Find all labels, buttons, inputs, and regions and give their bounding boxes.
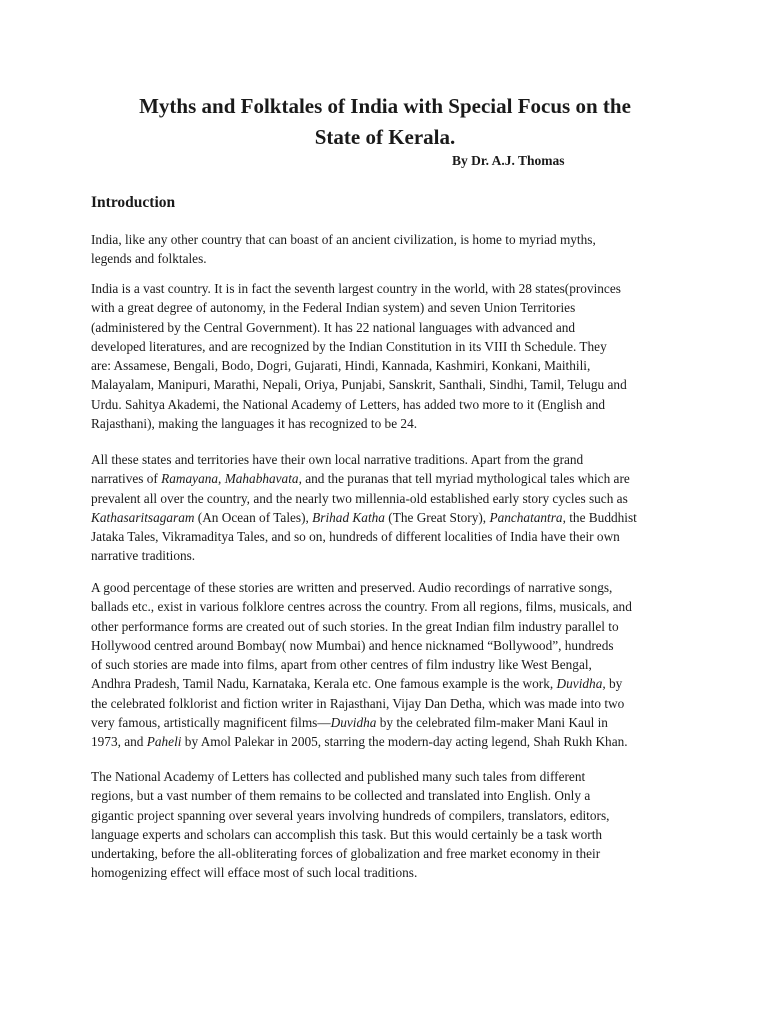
italic-title: Duvidha, xyxy=(556,676,606,692)
text-run: by Amol Palekar in 2005, starring the modern-day acting legend, Shah Rukh Khan. xyxy=(181,734,628,750)
paragraph-line: developed literatures, and are recognized by the Indian Constitution in its VIII th Schedule. They xyxy=(91,338,607,354)
paragraph-line: undertaking, before the all-obliterating forces of globalization and free market economy in their xyxy=(91,846,601,862)
paragraph-line: Malayalam, Manipuri, Marathi, Nepali, Oriya, Punjabi, Sanskrit, Santhali, Sindhi, Tamil, Telugu and xyxy=(91,377,627,393)
paragraph-line xyxy=(91,508,637,527)
paragraph-line: prevalent all over the country, and the nearly two millennia-old established early story cycles such as xyxy=(91,490,628,506)
text-run: , xyxy=(218,471,225,487)
paragraph-line: other performance forms are created out of such stories. In the great Indian film industry parallel to xyxy=(91,618,619,634)
document-title xyxy=(60,91,710,153)
paragraph-line: legends and folktales. xyxy=(91,251,207,267)
paragraph-line: language experts and scholars can accomplish this task. But this would certainly be a task worth xyxy=(91,826,603,842)
section-heading: Introduction xyxy=(91,194,176,211)
paragraph-line: are: Assamese, Bengali, Bodo, Dogri, Gujarati, Hindi, Kannada, Kashmiri, Konkani, Maithili, xyxy=(91,358,591,374)
author-byline: By Dr. A.J. Thomas xyxy=(452,153,565,168)
paragraph-line: of such stories are made into films, apart from other centres of film industry like West Bengal, xyxy=(91,657,592,673)
paragraph-line xyxy=(91,469,637,488)
paragraph-line: All these states and territories have their own local narrative traditions. Apart from the grand xyxy=(91,452,584,467)
paragraph-line xyxy=(91,732,632,751)
paragraph-line: Hollywood centred around Bombay( now Mumbai) and hence nicknamed “Bollywood”, hundreds xyxy=(91,637,614,653)
text-run: , and the puranas that tell myriad mythological tales which are xyxy=(298,471,630,487)
italic-title: Duvidha xyxy=(330,715,377,731)
italic-title: Mahabhavata xyxy=(224,471,299,487)
paragraph-line: Urdu. Sahitya Akademi, the National Academy of Letters, has added two more to it (English and xyxy=(91,396,606,412)
paragraph-line xyxy=(91,674,632,693)
title-line-1: Myths and Folktales of India with Special Focus on the xyxy=(139,94,631,118)
paragraph-line: A good percentage of these stories are written and preserved. Audio recordings of narrative songs, xyxy=(91,580,613,595)
italic-title: Paheli xyxy=(146,734,182,750)
text-run: (An Ocean of Tales), xyxy=(194,509,313,525)
paragraph-line: Rajasthani), making the languages it has recognized to be 24. xyxy=(91,416,418,432)
paragraph-line: India, like any other country that can boast of an ancient civilization, is home to myriad myths, xyxy=(91,232,596,247)
paragraph-4 xyxy=(91,578,632,752)
text-run: by xyxy=(605,676,623,692)
paragraph-line: ballads etc., exist in various folklore centres across the country. From all regions, films, musicals, and xyxy=(91,599,632,615)
text-run: by the celebrated film-maker Mani Kaul in xyxy=(376,715,608,731)
paragraph-line: India is a vast country. It is in fact the seventh largest country in the world, with 28 states(provinces xyxy=(91,281,621,296)
paragraph-line xyxy=(91,713,632,732)
text-run: (The Great Story), xyxy=(384,509,490,525)
paragraph-5 xyxy=(91,767,609,883)
paragraph-2 xyxy=(91,279,627,433)
paragraph-line: gigantic project spanning over several years involving hundreds of compilers, translators, editors, xyxy=(91,807,610,823)
paragraph-3 xyxy=(91,450,637,566)
title-line-2: State of Kerala. xyxy=(314,125,456,149)
paragraph-line: regions, but a vast number of them remains to be collected and translated into English. Only a xyxy=(91,788,591,804)
paragraph-line: the celebrated folklorist and fiction writer in Rajasthani, Vijay Dan Detha, which was made into two xyxy=(91,695,625,711)
paragraph-line: The National Academy of Letters has collected and published many such tales from different xyxy=(91,769,586,784)
italic-title: Panchatantra xyxy=(489,509,563,525)
italic-title: Brihad Katha xyxy=(312,509,385,525)
italic-title: Kathasaritsagaram xyxy=(91,509,195,525)
paragraph-line: Jataka Tales, Vikramaditya Tales, and so on, hundreds of different localities of India have their own xyxy=(91,529,620,545)
text-run: narratives of xyxy=(91,471,162,487)
paragraph-1 xyxy=(91,230,596,269)
text-run: 1973, and xyxy=(91,734,147,750)
paragraph-line: (administered by the Central Government). It has 22 national languages with advanced and xyxy=(91,319,576,335)
paragraph-line: narrative traditions. xyxy=(91,548,196,564)
text-run: very famous, artistically magnificent films— xyxy=(91,715,331,731)
paragraph-line: with a great degree of autonomy, in the Federal Indian system) and seven Union Territories xyxy=(91,300,576,316)
text-run: , the Buddhist xyxy=(562,509,637,525)
paragraph-line: homogenizing effect will efface most of such local traditions. xyxy=(91,865,418,881)
italic-title: Ramayana xyxy=(161,471,219,487)
text-run: Andhra Pradesh, Tamil Nadu, Karnataka, Kerala etc. One famous example is the work, xyxy=(91,676,557,692)
